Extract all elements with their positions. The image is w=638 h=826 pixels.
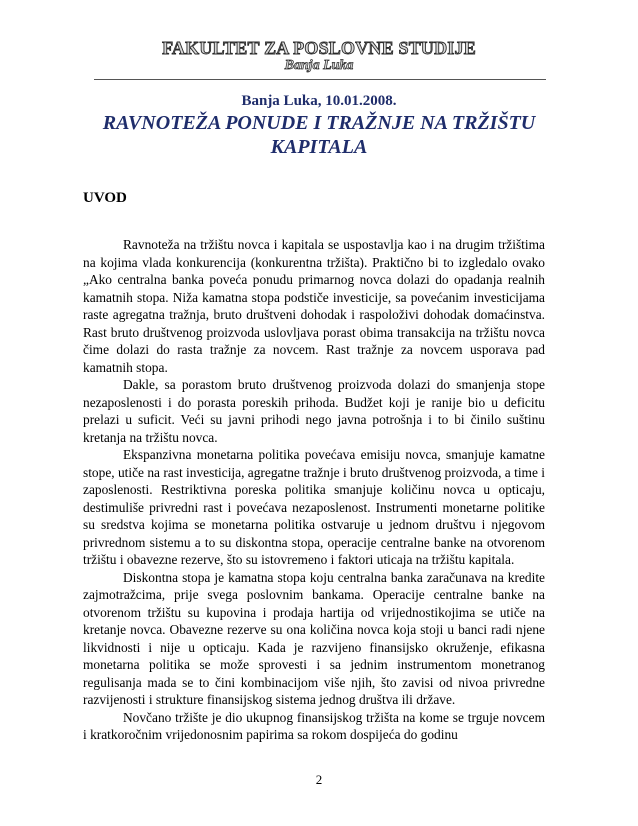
paragraph: Novčano tržište je dio ukupnog finansijskog tržišta na kome se trguje novcem i kratkoročnim vrijedonosnim papirima sa rokom dospijeća do godinu [83,709,545,742]
section-heading: UVOD [83,190,127,206]
date-line: Banja Luka, 10.01.2008. [241,93,397,109]
paragraph: Ekspanzivna monetarna politika povećava emisiju novca, smanjuje kamatne stope, utiče na rast investicija, agregatne tražnje i bruto društvenog proizvoda, a time i zaposlenosti. Restriktivna poreska politika smanjuje količinu novca u opticaju, destimuliše privredni rast i povećava nezaposlenost. Instrumenti monetarne politike su sredstva kojima se monetarna politika ostvaruje u jednom društvu i njegovom privrednom sistemu a to su diskontna stopa, operacije centralne banke na otvorenom tržištu i obavezne rezerve, što su istovremeno i faktori uticaja na tržištu kapitala. [83,447,545,567]
header-divider [94,79,546,80]
paragraph: Diskontna stopa je kamatna stopa koju centralna banka zaračunava na kredite zajmotražcima, prije svega poslovnim bankama. Operacije centralne banke na otvorenom tržištu su kupovina i prodaja hartija od vrijednostikojima se utiče na kretanje novca. Obavezne rezerve su ona količina novca koja stoji u banci radi njene likvidnosti i nije u opticaju. Kada je razvijeno finansijsko okruženje, efikasna monetarna politika se može sprovesti i sa jednim instrumentom monetranog regulisanja mada se to čini kombinacijom više njih, što zavisi od nivoa privredne razvijenosti i strukture finansijskog sistema jednog društva ili države. [83,569,545,707]
header-institution: FAKULTET ZA POSLOVNE STUDIJE [162,38,476,58]
body-text [83,236,545,744]
paragraph: Ravnoteža na tržištu novca i kapitala se uspostavlja kao i na drugim tržištima na kojima vlada konkurencija (konkurentna tržišta). Praktično bi to izgledalo ovako „Ako centralna banka poveća ponudu primarnog novca dolazi do opadanja realnih kamatnih stopa. Niža kamatna stopa podstiče investicije, sa povećanim investicijama raste agregatna tražnja, bruto društveni dohodak i raspoloživi dohodak domaćinstva. Rast bruto društvenog proizvoda uslovljava porast obima transakcija na tržištu novca čime dolazi do rasta tražnje za novcem. Rast tražnje za novcem usporava pad kamatnih stopa. [83,237,545,375]
header-city: Banja Luka [284,58,354,73]
paragraph: Dakle, sa porastom bruto društvenog proizvoda dolazi do smanjenja stope nezaposlenosti i do porasta poreskih prihoda. Budžet koji je ranije bio u deficitu prelazi u suficit. Veći su javni prihodi nego javna potrošnja i to bi činilo suštinu kretanja na tržištu novca. [83,377,545,445]
page-number: 2 [315,772,323,787]
document-title: RAVNOTEŽA PONUDE I TRAŽNJE NA TRŽIŠTU KAPITALA [102,112,536,158]
